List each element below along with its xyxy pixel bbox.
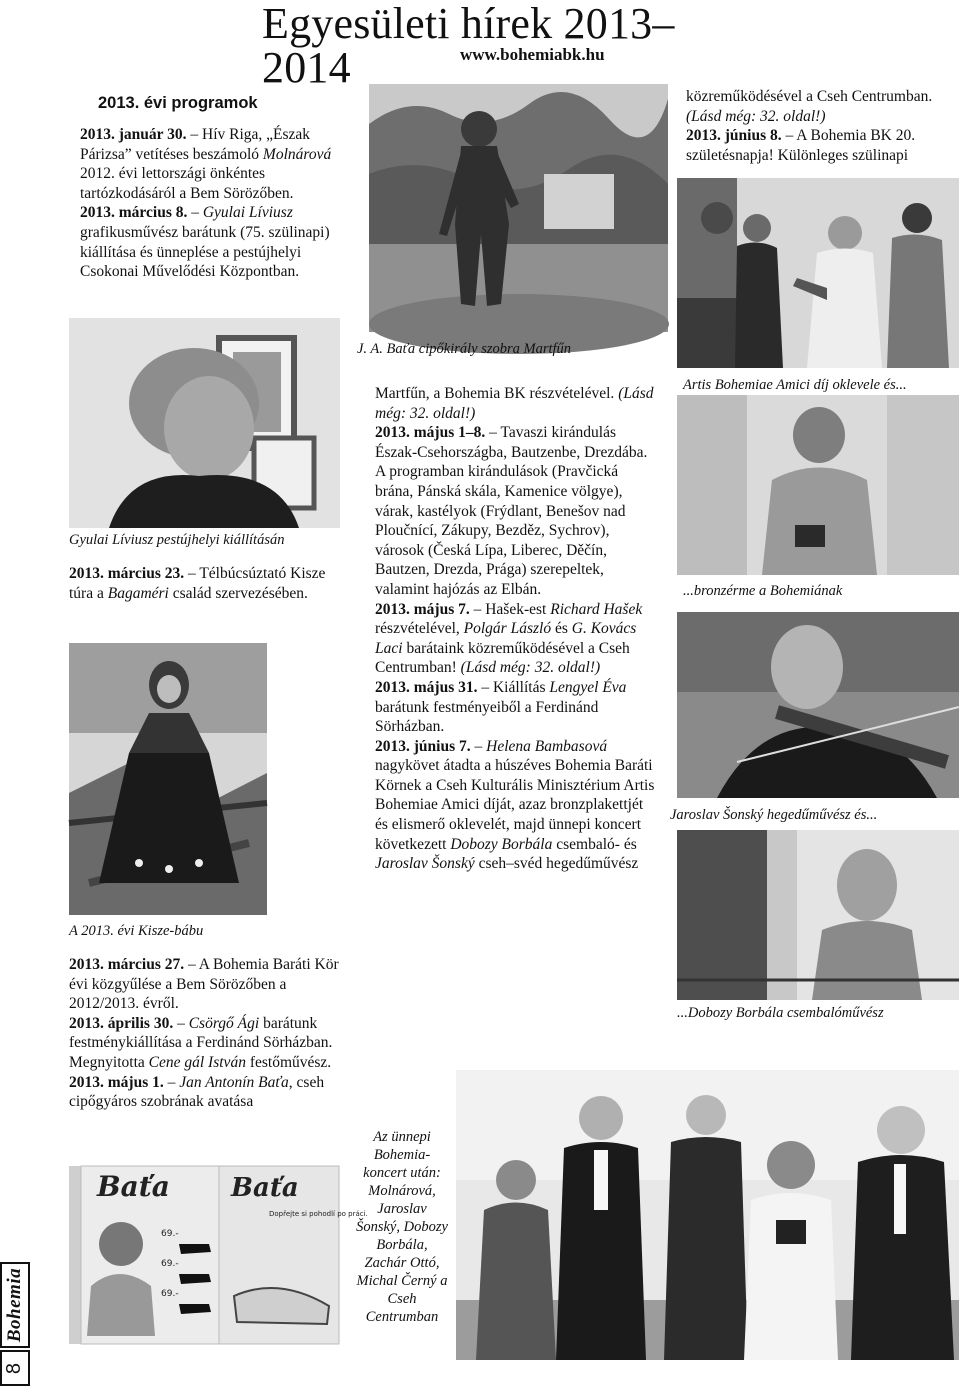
caption-gyulai: Gyulai Líviusz pestújhelyi kiállításán xyxy=(69,532,285,548)
page-number: 8 xyxy=(3,1362,26,1374)
poster-brand-right: Baťa xyxy=(231,1173,299,1203)
group-photo xyxy=(456,1070,959,1360)
poster-price-2: 69.- xyxy=(161,1259,179,1269)
col1-mid-text: 2013. március 23. – Télbúcsúztató Kisze túra a Bagaméri család szervezésében. xyxy=(69,565,326,602)
caption-medal: ...bronzérme a Bohemiának xyxy=(683,583,843,599)
caption-concert: Az ünnepi Bohemia-koncert után: Molnárová, Jaroslav Šonský, Dobozy Borbála, Zachár Ottó, Michal Černý a Cseh Centrumban xyxy=(356,1129,448,1325)
bata-poster-photo xyxy=(69,1166,368,1344)
entry-jan30: 2013. január 30. – Hív Riga, „Észak Párizsa” vetítéses beszámoló Molnárová 2012. évi lettországi önkéntes tartózkodásáról a Bem Sörözőben. xyxy=(80,126,332,202)
caption-harpsichord: ...Dobozy Borbála csembalóművész xyxy=(677,1005,884,1021)
page-number-box xyxy=(0,1350,30,1386)
violinist-photo xyxy=(677,612,959,798)
poster-brand-left: Baťa xyxy=(97,1170,170,1203)
caption-statue: J. A. Baťa cipőkirály szobra Martfűn xyxy=(357,341,572,357)
statue-photo xyxy=(369,84,668,332)
col3-top-text: közreműködésével a Cseh Centrumban. (Lásd még: 32. oldal!) 2013. június 8. – A Bohemia BK 20. születésnapja! Különleges szülinapi xyxy=(686,88,933,164)
award-photo xyxy=(677,395,959,575)
caption-violin: Jaroslav Šonský hegedűművész és... xyxy=(670,807,878,823)
poster-slogan: Dopřejte si pohodlí po práci. xyxy=(269,1210,368,1218)
section-title: 2013. évi programok xyxy=(98,94,258,112)
website-url[interactable]: www.bohemiabk.hu xyxy=(460,45,605,64)
kisze-photo xyxy=(69,643,267,915)
birthday-photo xyxy=(677,178,959,368)
harpsichord-photo xyxy=(677,830,959,1000)
caption-award: Artis Bohemiae Amici díj oklevele és... xyxy=(683,377,907,393)
caption-kisze: A 2013. évi Kisze-bábu xyxy=(69,923,204,939)
gyulai-photo xyxy=(69,318,340,528)
sidebar-brand-box xyxy=(0,1262,30,1348)
poster-price-1: 69.- xyxy=(161,1229,179,1239)
poster-price-3: 69.- xyxy=(161,1289,179,1299)
page-title: Egyesületi hírek 2013–2014 xyxy=(262,0,675,92)
entry-mar8: 2013. március 8. – Gyulai Líviusz grafikusművész barátunk (75. szülinapi) kiállítása és ünneplése a pestújhelyi Csokonai Művelődési Központban. xyxy=(80,204,330,281)
col1-bottom-text: 2013. március 27. – A Bohemia Baráti Kör évi közgyűlése a Bem Sörözőben a 2012/2013. évről. 2013. április 30. – Csörgő Ági barátunk festménykiállítása a Ferdinánd Sörházban. Megnyitotta Cene gál István festőművész. 2013. május 1. – Jan Antonín Baťa, cseh cipőgyáros szobrának avatása xyxy=(69,956,339,1111)
col2-text: Martfűn, a Bohemia BK részvételével. (Lásd még: 32. oldal!) 2013. május 1–8. – Tavaszi kirándulás Észak-Csehországba, Bautzenbe, Drezdába. A programban kirándulások (Pravčická brána, Pánská skála, Kamenice völgye), várak, kastélyok (Frýdlant, Benešov nad Ploučnící, Zákupy, Bezděz, Sychrov), városok (Česká Lípa, Liberec, Děčín, Bautzen, Drezda, Prága) szerepeltek, valamint hajózás az Elbán. 2013. május 7. – Hašek-est Richard Hašek részvételével, Polgár László és G. Kovács Laci barátaink közreműködésével a Cseh Centrumban! (Lásd még: 32. oldal!) 2013. május 31. – Kiállítás Lengyel Éva barátunk festményeiből a Ferdinánd Sörházban. 2013. június 7. – Helena Bambasová nagykövet átadta a húszéves Bohemia Baráti Körnek a Cseh Kulturális Minisztérium Artis Bohemiae Amici díját, azaz bronzplakettjét és elismerő oklevelét, majd ünnepi koncert következett Dobozy Borbála csembaló- és Jaroslav Šonský cseh–svéd hegedűművész xyxy=(375,385,655,873)
col1-top-text xyxy=(80,125,342,282)
sidebar-brand: Bohemia xyxy=(4,1267,26,1343)
